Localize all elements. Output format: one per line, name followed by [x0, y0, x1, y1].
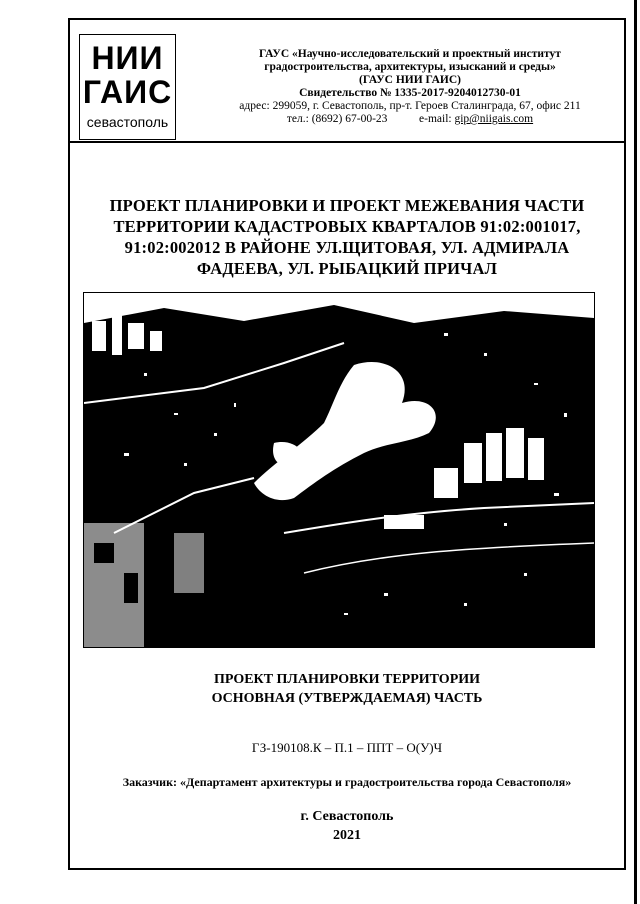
aerial-photo-image	[84, 293, 594, 647]
org-line: ГАУС «Научно-исследовательский и проектный институт	[259, 48, 561, 60]
org-line: градостроительства, архитектуры, изысканий и среды»	[264, 61, 556, 73]
organization-info	[200, 48, 620, 126]
logo-line1: НИИ	[91, 40, 164, 76]
part-subtitle	[70, 670, 624, 708]
title-line: ТЕРРИТОРИИ КАДАСТРОВЫХ КВАРТАЛОВ 91:02:001017,	[113, 217, 581, 236]
document-title	[70, 195, 624, 279]
logo-line2: ГАИС	[82, 74, 173, 110]
contact-line	[200, 113, 620, 126]
address-line: адрес: 299059, г. Севастополь, пр-т. Героев Сталинграда, 67, офис 211	[239, 100, 581, 112]
institute-logo	[79, 34, 176, 140]
subtitle-line: ОСНОВНАЯ (УТВЕРЖДАЕМАЯ) ЧАСТЬ	[211, 691, 483, 706]
subtitle-line: ПРОЕКТ ПЛАНИРОВКИ ТЕРРИТОРИИ	[213, 672, 481, 687]
phone: тел.: (8692) 67-00-23	[286, 113, 388, 125]
aerial-photo	[83, 292, 595, 648]
certificate-line: Свидетельство № 1335-2017-9204012730-01	[299, 87, 521, 99]
email-link[interactable]: gip@niigais.com	[454, 113, 534, 125]
email-label: e-mail:	[419, 113, 452, 125]
scan-edge-line	[634, 0, 637, 904]
header	[70, 20, 624, 143]
year: 2021	[333, 828, 361, 843]
city: г. Севастополь	[300, 809, 394, 824]
title-line: ПРОЕКТ ПЛАНИРОВКИ И ПРОЕКТ МЕЖЕВАНИЯ ЧАСТИ	[109, 196, 585, 215]
document-code: ГЗ-190108.К – П.1 – ППТ – О(У)Ч	[251, 740, 443, 755]
logo-line3: севастополь	[86, 114, 169, 130]
title-line: 91:02:002012 В РАЙОНЕ УЛ.ЩИТОВАЯ, УЛ. АДМИРАЛА	[124, 238, 570, 257]
org-line: (ГАУС НИИ ГАИС)	[359, 74, 461, 86]
customer-line: Заказчик: «Департамент архитектуры и градостроительства города Севастополя»	[122, 775, 572, 789]
title-line: ФАДЕЕВА, УЛ. РЫБАЦКИЙ ПРИЧАЛ	[196, 259, 498, 278]
page-frame	[68, 18, 626, 870]
place-and-year	[70, 807, 624, 845]
